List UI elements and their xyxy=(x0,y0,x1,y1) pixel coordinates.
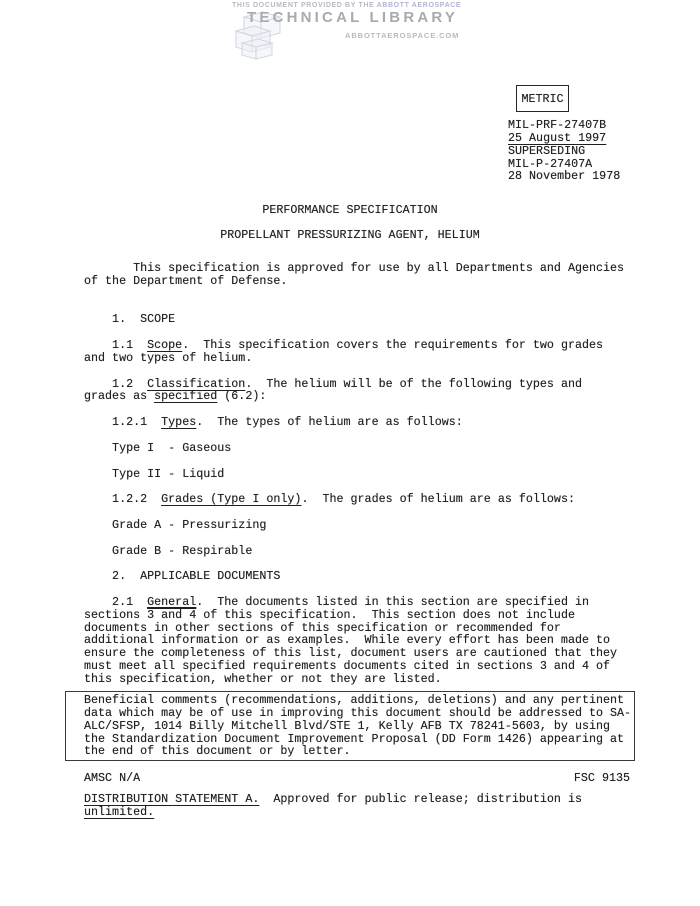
text-line xyxy=(84,745,630,758)
text-segment: additional information or as examples. While every effort has been made to xyxy=(84,633,611,648)
text-line xyxy=(84,390,654,403)
text-segment: 25 August 1997 xyxy=(508,130,607,145)
text-line xyxy=(84,442,654,455)
text-segment: documents in other sections of this specification or recommended for xyxy=(84,620,561,635)
text-line xyxy=(84,352,654,365)
watermark-brand-text: ABBOTT AEROSPACE xyxy=(376,2,462,9)
text-segment: Types xyxy=(161,415,197,430)
text-segment: General xyxy=(147,594,197,609)
footer-codes-row xyxy=(84,771,630,785)
text-segment: Grade A - Pressurizing xyxy=(84,517,267,532)
text-segment: . The types of helium are as follows: xyxy=(196,415,463,430)
text-segment: Type I - Gaseous xyxy=(84,440,232,455)
comment-box-text xyxy=(84,694,630,758)
amsc-code: AMSC N/A xyxy=(84,771,141,785)
text-line xyxy=(508,170,620,183)
text-segment: DISTRIBUTION STATEMENT A. xyxy=(84,792,260,806)
text-segment: This specification is approved for use by all Departments and Agencies xyxy=(84,261,625,275)
text-segment: sections xyxy=(84,607,148,622)
text-segment: Scope xyxy=(147,338,183,353)
text-segment: 2.1 xyxy=(84,594,148,609)
text-segment: (6.2): xyxy=(217,389,267,404)
text-segment: ensure the completeness of this list, document users are cautioned that they xyxy=(84,646,618,661)
text-segment: ALC/SFSP, 1014 Billy Mitchell Blvd/STE 1, Kelly AFB TX 78241-5603, by using xyxy=(84,718,611,733)
abbott-watermark-header xyxy=(0,0,700,60)
text-segment: MIL-P-27407A xyxy=(508,156,593,171)
text-segment: 2. APPLICABLE DOCUMENTS xyxy=(84,569,281,584)
text-segment: 1. SCOPE xyxy=(84,312,176,327)
text-segment: Grade B - Respirable xyxy=(84,543,253,558)
watermark-provided-by xyxy=(232,2,461,9)
text-segment: Classification xyxy=(147,376,246,391)
text-segment: specified xyxy=(154,389,218,404)
text-segment: Beneficial comments (recommendations, additions, deletions) and any pertinent xyxy=(84,693,625,707)
text-line xyxy=(84,673,654,686)
title-block xyxy=(0,204,700,242)
text-segment: . The documents listed in this section are specified in xyxy=(196,594,589,609)
text-segment: unlimited. xyxy=(84,804,155,819)
text-segment: grades as xyxy=(84,389,155,404)
text-segment: and two types of helium. xyxy=(84,350,253,365)
fsc-code: FSC 9135 xyxy=(573,771,630,785)
text-line xyxy=(84,416,654,429)
text-segment: . This specification covers the requirements for two grades xyxy=(182,338,604,353)
text-segment: Approved for public release; distribution is xyxy=(259,792,582,806)
text-line xyxy=(84,313,654,326)
blank-line xyxy=(84,288,654,301)
text-line xyxy=(84,806,582,819)
text-segment: SUPERSEDING xyxy=(508,143,586,158)
watermark-provided-by-text: THIS DOCUMENT PROVIDED BY THE xyxy=(232,2,377,9)
text-segment: of this specification. This section does not include xyxy=(196,607,575,622)
spec-subject-title: PROPELLANT PRESSURIZING AGENT, HELIUM xyxy=(220,228,480,243)
text-segment: must meet all specified requirements documents cited in sections 3 and 4 of xyxy=(84,659,611,674)
spec-type-title: PERFORMANCE SPECIFICATION xyxy=(262,203,438,217)
metric-badge-label: METRIC xyxy=(521,91,564,106)
text-line xyxy=(84,275,654,288)
text-segment: 3 and 4 xyxy=(147,607,197,622)
comment-box xyxy=(65,691,635,761)
doc-id-block xyxy=(508,119,620,183)
text-segment: Type II - Liquid xyxy=(84,466,225,481)
body-text xyxy=(84,262,654,686)
text-line xyxy=(84,519,654,532)
text-segment: . The helium will be of the following types and xyxy=(245,376,582,391)
text-line xyxy=(84,793,582,806)
text-segment: MIL-PRF-27407B xyxy=(508,118,607,132)
text-line xyxy=(84,545,654,558)
text-segment: the end of this document or by letter. xyxy=(84,744,351,759)
text-line xyxy=(84,468,654,481)
text-segment: 1.2 xyxy=(84,376,148,391)
text-segment: 1.1 xyxy=(84,338,148,353)
text-segment: 1.2.2 xyxy=(84,492,162,507)
text-line xyxy=(84,570,654,583)
text-segment: Grades (Type I only) xyxy=(161,492,302,507)
text-segment: the Standardization Document Improvement Proposal (DD Form 1426) appearing at xyxy=(84,731,625,746)
text-line xyxy=(84,493,654,506)
text-segment: 28 November 1978 xyxy=(508,169,621,184)
text-segment: . The grades of helium are as follows: xyxy=(301,492,575,507)
distribution-statement xyxy=(84,793,582,819)
text-segment: of the Department of Defense. xyxy=(84,273,288,288)
metric-badge xyxy=(516,85,569,112)
text-segment: data which may be of use in improving this document should be addressed to SA- xyxy=(84,705,632,720)
watermark-library-title: TECHNICAL LIBRARY xyxy=(247,9,459,26)
text-segment: this specification, whether or not they are listed. xyxy=(84,672,442,686)
watermark-site-url: ABBOTTAEROSPACE.COM xyxy=(345,31,460,40)
text-segment: 1.2.1 xyxy=(84,415,162,430)
